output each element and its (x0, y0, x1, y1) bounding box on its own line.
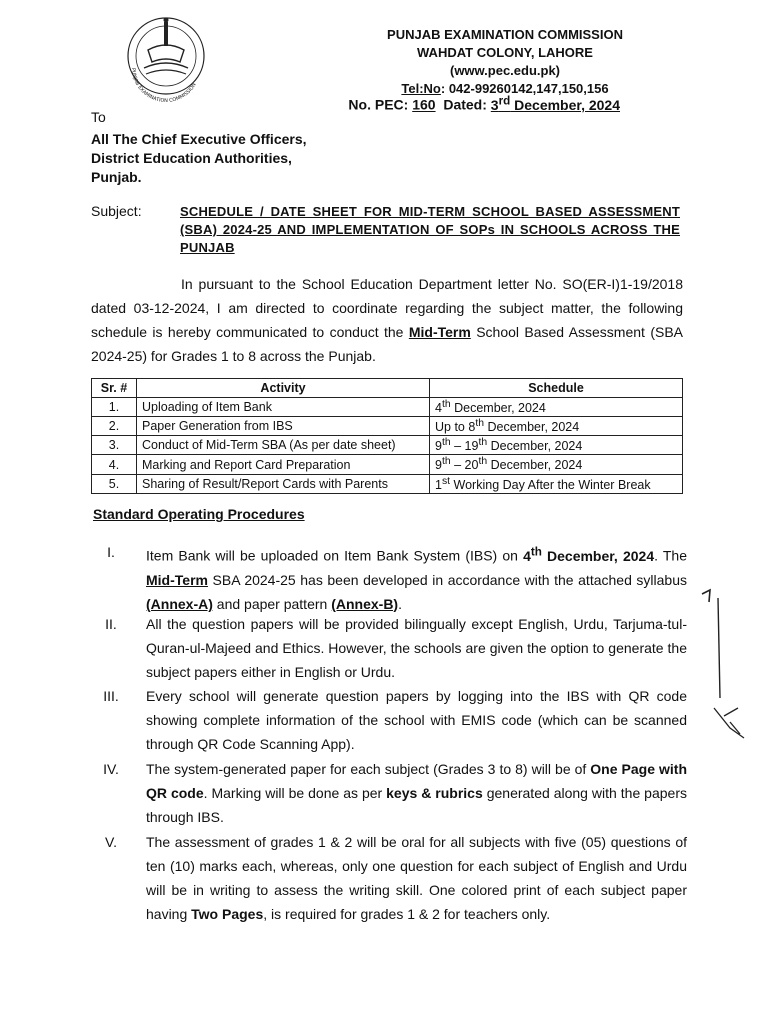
date-sup: rd (498, 94, 511, 107)
row-activity: Sharing of Result/Report Cards with Parents (137, 474, 430, 493)
intro-bold: Mid-Term (408, 324, 471, 340)
sched-sup: th (475, 418, 484, 430)
sop-part: Item Bank will be uploaded on Item Bank System (IBS) on (146, 547, 524, 564)
sop-item-2 (91, 612, 687, 684)
sop-part: . (398, 595, 402, 612)
sched-part: 4 (435, 401, 442, 416)
sop-item-4 (91, 757, 687, 829)
table-row (92, 474, 683, 493)
handwritten-margin-mark (700, 588, 750, 748)
seal-lettering: PUNJAB EXAMINATION COMMISSION (129, 67, 198, 104)
sop-text (146, 830, 687, 926)
dated-label: Dated: (435, 96, 491, 113)
sched-part: Up to 8 (435, 420, 476, 435)
sop-part: generated along with the papers through IBS. (146, 785, 687, 825)
sop-bold: (Annex-A) (146, 595, 213, 612)
sop-heading: Standard Operating Procedures (93, 506, 305, 522)
row-schedule (430, 455, 683, 474)
org-address: WAHDAT COLONY, LAHORE (417, 45, 593, 60)
header-sr: Sr. # (92, 379, 137, 398)
sop-bold (523, 545, 655, 564)
table-row (92, 436, 683, 455)
row-sr: 4. (92, 455, 137, 474)
sop-part: . The (654, 547, 688, 564)
sched-part: December, 2024 (487, 458, 583, 473)
row-activity: Marking and Report Card Preparation (137, 455, 430, 474)
letter-date (490, 94, 620, 113)
subject-text: SCHEDULE / DATE SHEET FOR MID-TERM SCHOOL BASED ASSESSMENT (SBA) 2024-25 AND IMPLEMENTATION OF SOPs IN SCHOOLS ACROSS THE PUNJAB (180, 204, 680, 255)
sched-part: 9 (435, 439, 442, 454)
sched-part: December, 2024 (484, 420, 580, 435)
tel-label: Tel:No (401, 81, 441, 96)
subject-label: Subject: (91, 203, 142, 219)
sched-sup: th (441, 456, 451, 468)
sop-text: All the question papers will be provided bilingually except English, Urdu, Tarjuma-tul-Quran-ul-Majeed and Ethics. However, the schools are given the option to generate the subject papers either in English or Urdu. (146, 616, 687, 680)
intro-paragraph (91, 272, 683, 368)
sop-bold: One Page with QR code (146, 761, 687, 801)
intro-text-1: In pursuant to the School Education Department letter No. SO(ER-I)1-19/2018 dated 03-12-2024, I am directed to coordinate regarding the subject matter, the following schedule is hereby communicated to conduct the (91, 276, 683, 340)
sop-text: Every school will generate question papers by logging into the IBS with QR code showing complete information of the school with EMIS code (which can be scanned through QR Code Scanning App). (146, 688, 687, 752)
sop-number: IV. (103, 761, 119, 777)
sop-part: The assessment of grades 1 & 2 will be oral for all subjects with five (05) questions of ten (10) marks each, whereas, only one question for each subject of English and Urdu will be in writing to assess the writing skill. One colored print of each subject paper having (146, 834, 687, 922)
pec-seal-logo (118, 10, 214, 106)
recipients (91, 130, 307, 187)
date-day: 3 (490, 96, 499, 113)
sched-sup: th (478, 456, 488, 468)
sched-part: – 20 (450, 458, 479, 473)
table-row (92, 398, 683, 417)
to-label: To (91, 109, 106, 125)
sop-part: , is required for grades 1 & 2 for teachers only. (263, 906, 551, 922)
sched-sup: th (441, 437, 451, 449)
sched-sup: th (441, 399, 451, 410)
row-schedule (430, 436, 683, 455)
schedule-table (91, 378, 683, 494)
sop-bold: keys & rubrics (386, 785, 483, 801)
table-row (92, 417, 683, 436)
sop-number: II. (105, 616, 117, 632)
sop-sup: th (530, 545, 542, 558)
sched-part: 1 (435, 477, 442, 492)
row-schedule (430, 417, 683, 436)
row-sr: 2. (92, 417, 137, 436)
sop-part: and paper pattern (212, 595, 332, 612)
org-name: PUNJAB EXAMINATION COMMISSION (387, 27, 623, 42)
row-sr: 5. (92, 474, 137, 493)
table-header-row (92, 379, 683, 398)
recipient-line: Punjab. (91, 169, 142, 185)
row-activity: Paper Generation from IBS (137, 417, 430, 436)
row-schedule (430, 398, 683, 417)
sop-bold: Mid-Term (146, 571, 208, 588)
table-row (92, 455, 683, 474)
sop-item-1 (91, 540, 687, 616)
sop-item-5 (91, 830, 687, 926)
sop-part: SBA 2024-25 has been developed in accordance with the attached syllabus (207, 571, 687, 588)
sop-bold: Two Pages (191, 906, 264, 922)
sop-number: V. (105, 834, 117, 850)
header-activity: Activity (137, 379, 430, 398)
sop-item-3 (91, 684, 687, 756)
recipient-line: All The Chief Executive Officers, (91, 131, 307, 147)
sched-part: December, 2024 (487, 439, 583, 454)
sched-part: – 19 (450, 439, 479, 454)
sched-sup: st (441, 475, 451, 487)
sop-part: 4 (523, 547, 531, 564)
tel-value: : 042-99260142,147,150,156 (440, 81, 609, 96)
sched-part: December, 2024 (450, 401, 546, 416)
sop-number: I. (107, 544, 115, 560)
sched-part: Working Day After the Winter Break (450, 477, 651, 492)
row-schedule (430, 474, 683, 493)
sop-text (146, 540, 687, 616)
sop-bold: (Annex-B) (331, 595, 399, 612)
sched-sup: th (478, 437, 488, 449)
letterhead (300, 26, 710, 98)
sop-part: December, 2024 (541, 547, 655, 564)
recipient-line: District Education Authorities, (91, 150, 292, 166)
intro-text-2: School Based Assessment (SBA 2024-25) for Grades 1 to 8 across the Punjab. (91, 324, 683, 364)
sop-text (146, 757, 687, 829)
header-schedule: Schedule (430, 379, 683, 398)
reference-line (300, 94, 620, 113)
date-rest: December, 2024 (510, 96, 620, 113)
sop-part: The system-generated paper for each subject (Grades 3 to 8) will be of (146, 761, 591, 777)
row-activity: Uploading of Item Bank (137, 398, 430, 417)
org-website: (www.pec.edu.pk) (449, 63, 561, 78)
sop-number: III. (103, 688, 119, 704)
row-sr: 1. (92, 398, 137, 417)
sched-part: 9 (435, 458, 442, 473)
ref-number: 160 (412, 96, 436, 113)
row-sr: 3. (92, 436, 137, 455)
sop-part: . Marking will be done as per (203, 785, 387, 801)
row-activity: Conduct of Mid-Term SBA (As per date sheet) (137, 436, 430, 455)
ref-prefix: No. PEC: (348, 96, 413, 113)
